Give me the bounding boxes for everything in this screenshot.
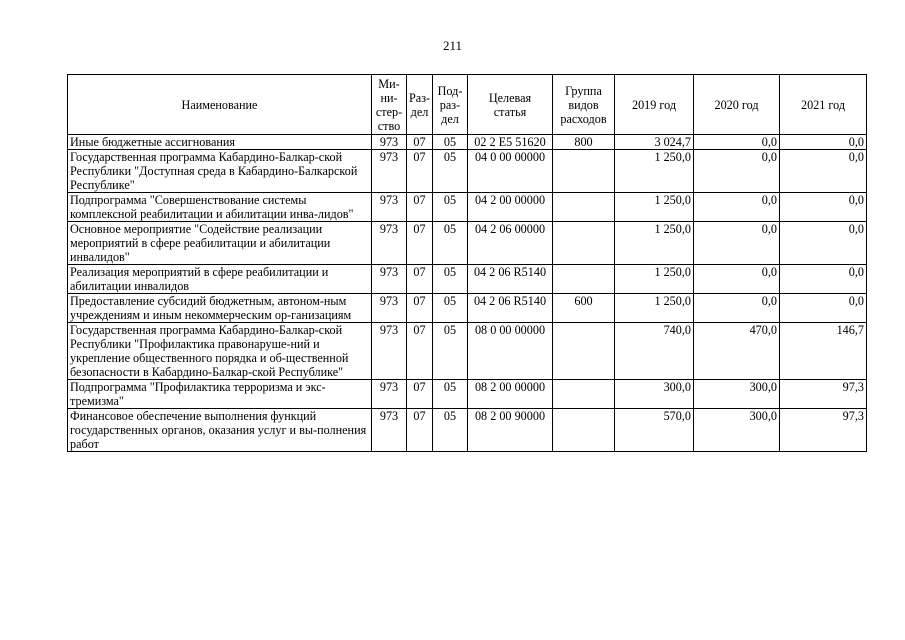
cell-2020: 0,0 (694, 222, 780, 265)
cell-ministry: 973 (372, 294, 407, 323)
cell-2019: 1 250,0 (615, 193, 694, 222)
page-number: 211 (442, 38, 463, 53)
cell-ministry: 973 (372, 265, 407, 294)
cell-2021: 0,0 (780, 265, 867, 294)
cell-2021: 0,0 (780, 150, 867, 193)
cell-name: Предоставление субсидий бюджетным, автоном-ным учреждениям и иным некоммерческим ор-ганизациям (68, 294, 372, 323)
cell-expense-group: 600 (553, 294, 615, 323)
cell-2021: 0,0 (780, 193, 867, 222)
table-header (68, 75, 867, 135)
cell-2021: 0,0 (780, 222, 867, 265)
header-subsection: Под- раз- дел (433, 75, 468, 135)
cell-2021: 0,0 (780, 135, 867, 150)
cell-2020: 300,0 (694, 380, 780, 409)
cell-subsection: 05 (433, 150, 468, 193)
cell-ministry: 973 (372, 135, 407, 150)
cell-2020: 0,0 (694, 193, 780, 222)
table-row (68, 265, 867, 294)
cell-subsection: 05 (433, 265, 468, 294)
table-row (68, 409, 867, 452)
cell-name: Государственная программа Кабардино-Балкар-ской Республики "Доступная среда в Кабардино-Балкарской Республике" (68, 150, 372, 193)
cell-target-article: 04 2 06 R5140 (468, 294, 553, 323)
cell-2019: 3 024,7 (615, 135, 694, 150)
table-row (68, 294, 867, 323)
header-expense-group: Группа видов расходов (553, 75, 615, 135)
cell-expense-group (553, 193, 615, 222)
header-2020: 2020 год (694, 75, 780, 135)
cell-target-article: 04 2 06 R5140 (468, 265, 553, 294)
cell-name: Иные бюджетные ассигнования (68, 135, 372, 150)
cell-target-article: 04 2 06 00000 (468, 222, 553, 265)
cell-section: 07 (407, 323, 433, 380)
cell-section: 07 (407, 294, 433, 323)
cell-target-article: 04 2 00 00000 (468, 193, 553, 222)
cell-expense-group (553, 380, 615, 409)
cell-subsection: 05 (433, 135, 468, 150)
cell-name: Основное мероприятие "Содействие реализации мероприятий в сфере реабилитации и абилитации инвалидов" (68, 222, 372, 265)
cell-ministry: 973 (372, 193, 407, 222)
table-row (68, 135, 867, 150)
cell-ministry: 973 (372, 150, 407, 193)
cell-subsection: 05 (433, 409, 468, 452)
cell-expense-group: 800 (553, 135, 615, 150)
cell-expense-group (553, 150, 615, 193)
cell-2020: 470,0 (694, 323, 780, 380)
cell-section: 07 (407, 409, 433, 452)
cell-2020: 0,0 (694, 150, 780, 193)
cell-2021: 146,7 (780, 323, 867, 380)
cell-ministry: 973 (372, 409, 407, 452)
cell-name: Государственная программа Кабардино-Балкар-ской Республики "Профилактика правонаруше-ний и укрепление общественного порядка и об-щественной безопасности в Кабардино-Балкар-ской Республике" (68, 323, 372, 380)
cell-name: Подпрограмма "Совершенствование системы комплексной реабилитации и абилитации инва-лидов" (68, 193, 372, 222)
cell-name: Реализация мероприятий в сфере реабилитации и абилитации инвалидов (68, 265, 372, 294)
cell-2021: 97,3 (780, 409, 867, 452)
budget-table (67, 74, 867, 452)
cell-expense-group (553, 409, 615, 452)
cell-section: 07 (407, 193, 433, 222)
cell-ministry: 973 (372, 323, 407, 380)
cell-target-article: 04 0 00 00000 (468, 150, 553, 193)
cell-2020: 0,0 (694, 135, 780, 150)
cell-expense-group (553, 323, 615, 380)
cell-2019: 1 250,0 (615, 150, 694, 193)
cell-target-article: 08 2 00 00000 (468, 380, 553, 409)
cell-name: Финансовое обеспечение выполнения функций государственных органов, оказания услуг и вы-полнения работ (68, 409, 372, 452)
cell-2019: 740,0 (615, 323, 694, 380)
cell-target-article: 08 2 00 90000 (468, 409, 553, 452)
cell-2019: 570,0 (615, 409, 694, 452)
table-row (68, 150, 867, 193)
header-2021: 2021 год (780, 75, 867, 135)
header-target-article: Целевая статья (468, 75, 553, 135)
cell-2020: 0,0 (694, 294, 780, 323)
cell-2019: 1 250,0 (615, 294, 694, 323)
cell-ministry: 973 (372, 380, 407, 409)
header-section: Раз- дел (407, 75, 433, 135)
cell-name: Подпрограмма "Профилактика терроризма и экс-тремизма" (68, 380, 372, 409)
cell-section: 07 (407, 265, 433, 294)
cell-target-article: 08 0 00 00000 (468, 323, 553, 380)
cell-2020: 0,0 (694, 265, 780, 294)
cell-subsection: 05 (433, 294, 468, 323)
table-row (68, 193, 867, 222)
table-body (68, 135, 867, 452)
cell-2020: 300,0 (694, 409, 780, 452)
cell-expense-group (553, 222, 615, 265)
cell-2019: 300,0 (615, 380, 694, 409)
cell-section: 07 (407, 135, 433, 150)
cell-2021: 97,3 (780, 380, 867, 409)
table-row (68, 323, 867, 380)
header-name: Наименование (68, 75, 372, 135)
cell-subsection: 05 (433, 323, 468, 380)
cell-subsection: 05 (433, 222, 468, 265)
cell-2021: 0,0 (780, 294, 867, 323)
table-row (68, 222, 867, 265)
cell-section: 07 (407, 380, 433, 409)
cell-expense-group (553, 265, 615, 294)
cell-2019: 1 250,0 (615, 265, 694, 294)
table-row (68, 380, 867, 409)
header-ministry: Ми- ни- стер- ство (372, 75, 407, 135)
cell-subsection: 05 (433, 380, 468, 409)
cell-subsection: 05 (433, 193, 468, 222)
header-2019: 2019 год (615, 75, 694, 135)
cell-ministry: 973 (372, 222, 407, 265)
cell-target-article: 02 2 E5 51620 (468, 135, 553, 150)
cell-section: 07 (407, 222, 433, 265)
cell-section: 07 (407, 150, 433, 193)
cell-2019: 1 250,0 (615, 222, 694, 265)
